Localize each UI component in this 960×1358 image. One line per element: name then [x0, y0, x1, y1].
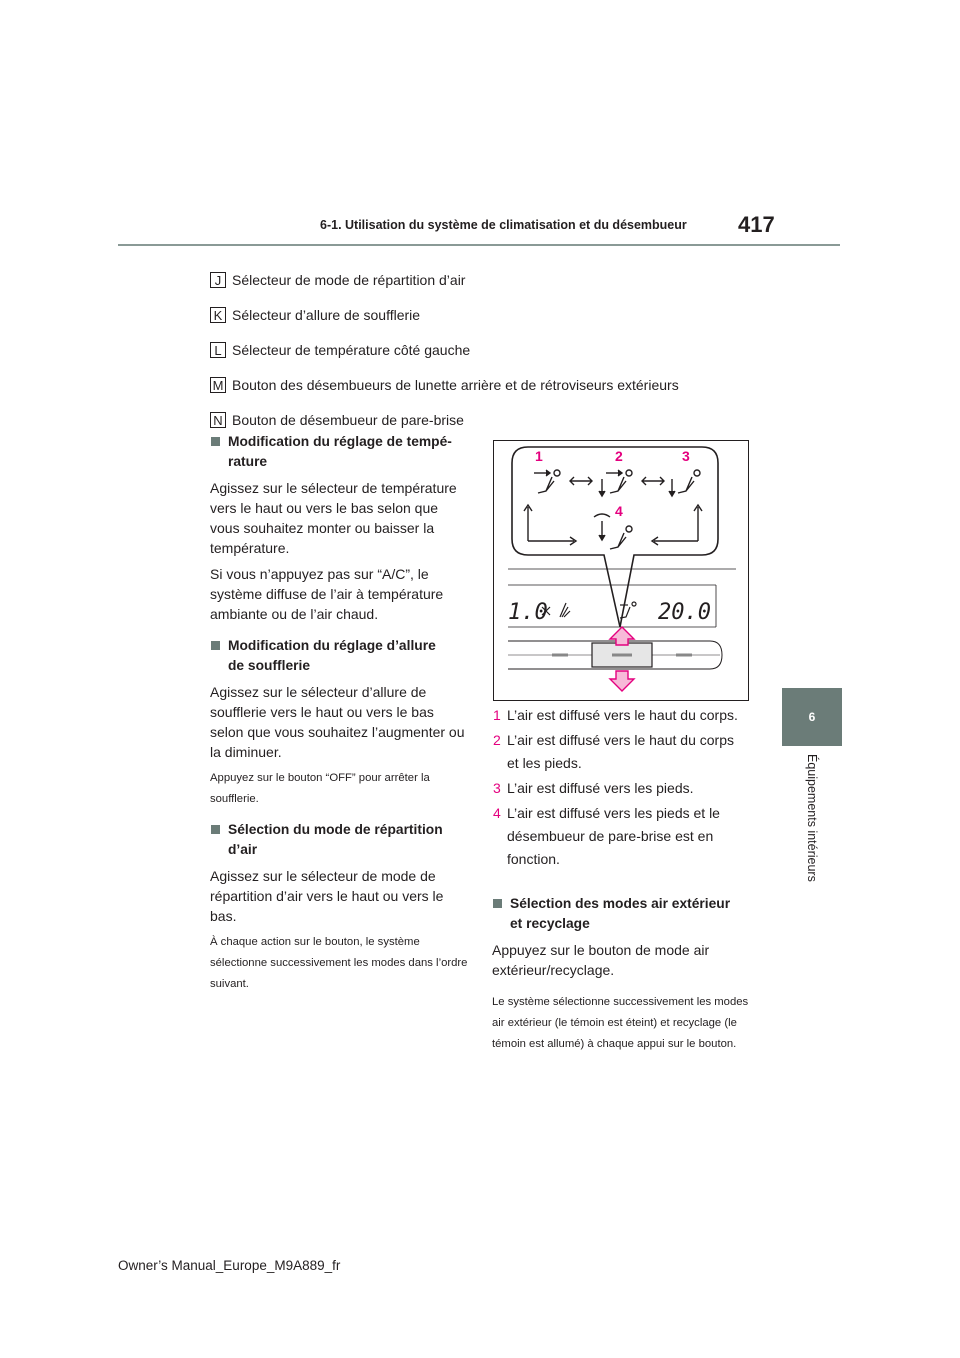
mode-paragraph: Agissez sur le sélecteur de mode de répartition d’air vers le haut ou vers le bas.: [210, 868, 444, 924]
mode-label-1: 1: [535, 448, 543, 464]
up-arrow-icon: [610, 627, 634, 645]
step-text: L’air est diffusé vers le haut du corps.: [507, 707, 738, 723]
callout-letter: K: [210, 307, 226, 323]
chapter-tab: 6: [782, 688, 842, 746]
mode-note: À chaque action sur le bouton, le système sélectionne successivement les modes dans l’ordre suivant.: [210, 936, 468, 990]
mode-steps: [493, 704, 763, 873]
step-text: L’air est diffusé vers le haut du corps et les pieds.: [507, 732, 734, 771]
step-text: L’air est diffusé vers les pieds.: [507, 780, 694, 796]
recirc-note: Le système sélectionne successivement les modes air extérieur (le témoin est éteint) et recyclage (le témoin est allumé) à chaque appui sur le bouton.: [492, 996, 749, 1050]
step-item: [493, 729, 763, 775]
right-column: [492, 894, 757, 1065]
recirc-paragraph: Appuyez sur le bouton de mode air extérieur/recyclage.: [492, 942, 710, 978]
header-divider: [118, 244, 840, 246]
fan-paragraph: Agissez sur le sélecteur d’allure de soufflerie vers le haut ou vers le bas selon que vous souhaitez l’augmenter ou la diminuer.: [210, 684, 465, 760]
callout-item: [210, 332, 679, 367]
step-item: [493, 704, 763, 727]
bullet-square-icon: [211, 641, 220, 650]
callout-letter: J: [210, 272, 226, 288]
callout-letter: M: [210, 377, 226, 393]
mode-label-4: 4: [615, 503, 623, 519]
step-number: 3: [493, 780, 501, 796]
step-number: 1: [493, 707, 501, 723]
step-number: 2: [493, 732, 501, 748]
mode-label-3: 3: [682, 448, 690, 464]
airflow-diagram: [494, 441, 748, 700]
temperature-paragraph-2: Si vous n’appuyez pas sur “A/C”, le système diffuse de l’air à température ambiante ou de l’air chaud.: [210, 566, 444, 622]
callout-legend: [210, 262, 679, 437]
callout-item: [210, 262, 679, 297]
callout-letter: L: [210, 342, 226, 358]
recirc-heading: Sélection des modes air extérieur et recyclage: [492, 894, 757, 934]
callout-text: Bouton des désembueurs de lunette arrière et de rétroviseurs extérieurs: [232, 376, 679, 393]
bullet-square-icon: [211, 437, 220, 446]
bullet-square-icon: [211, 825, 220, 834]
chapter-label: Équipements intérieurs: [805, 754, 819, 882]
page-number: 417: [738, 212, 775, 237]
manual-id: Owner’s Manual_Europe_M9A889_fr: [118, 1258, 341, 1273]
callout-text: Sélecteur d’allure de soufflerie: [232, 306, 421, 323]
temperature-heading: Modification du réglage de tempé- rature: [210, 432, 470, 472]
down-arrow-icon: [610, 671, 634, 691]
fan-note: Appuyez sur le bouton “OFF” pour arrêter la soufflerie.: [210, 772, 430, 805]
airflow-mode-figure: [493, 440, 749, 701]
left-temp-display: 1.0: [508, 600, 548, 625]
callout-letter: N: [210, 412, 226, 428]
bullet-square-icon: [493, 899, 502, 908]
temperature-paragraph: Agissez sur le sélecteur de température vers le haut ou vers le bas selon que vous souhaitez monter ou baisser la température.: [210, 480, 457, 556]
step-number: 4: [493, 805, 501, 821]
right-temp-display: 20.0: [658, 600, 711, 625]
callout-item: [210, 367, 679, 402]
step-item: [493, 802, 763, 871]
mode-label-2: 2: [615, 448, 623, 464]
section-title: 6-1. Utilisation du système de climatisation et du désembueur: [320, 218, 687, 232]
step-text: L’air est diffusé vers les pieds et le désembueur de pare-brise est en fonction.: [507, 805, 720, 867]
mode-heading: Sélection du mode de répartition d’air: [210, 820, 470, 860]
callout-text: Bouton de désembueur de pare-brise: [232, 411, 464, 428]
callout-text: Sélecteur de température côté gauche: [232, 341, 471, 358]
step-item: [493, 777, 763, 800]
fan-heading: Modification du réglage d’allure de soufflerie: [210, 636, 470, 676]
callout-text: Sélecteur de mode de répartition d’air: [232, 271, 466, 288]
callout-item: [210, 297, 679, 332]
left-column: [210, 432, 470, 1005]
